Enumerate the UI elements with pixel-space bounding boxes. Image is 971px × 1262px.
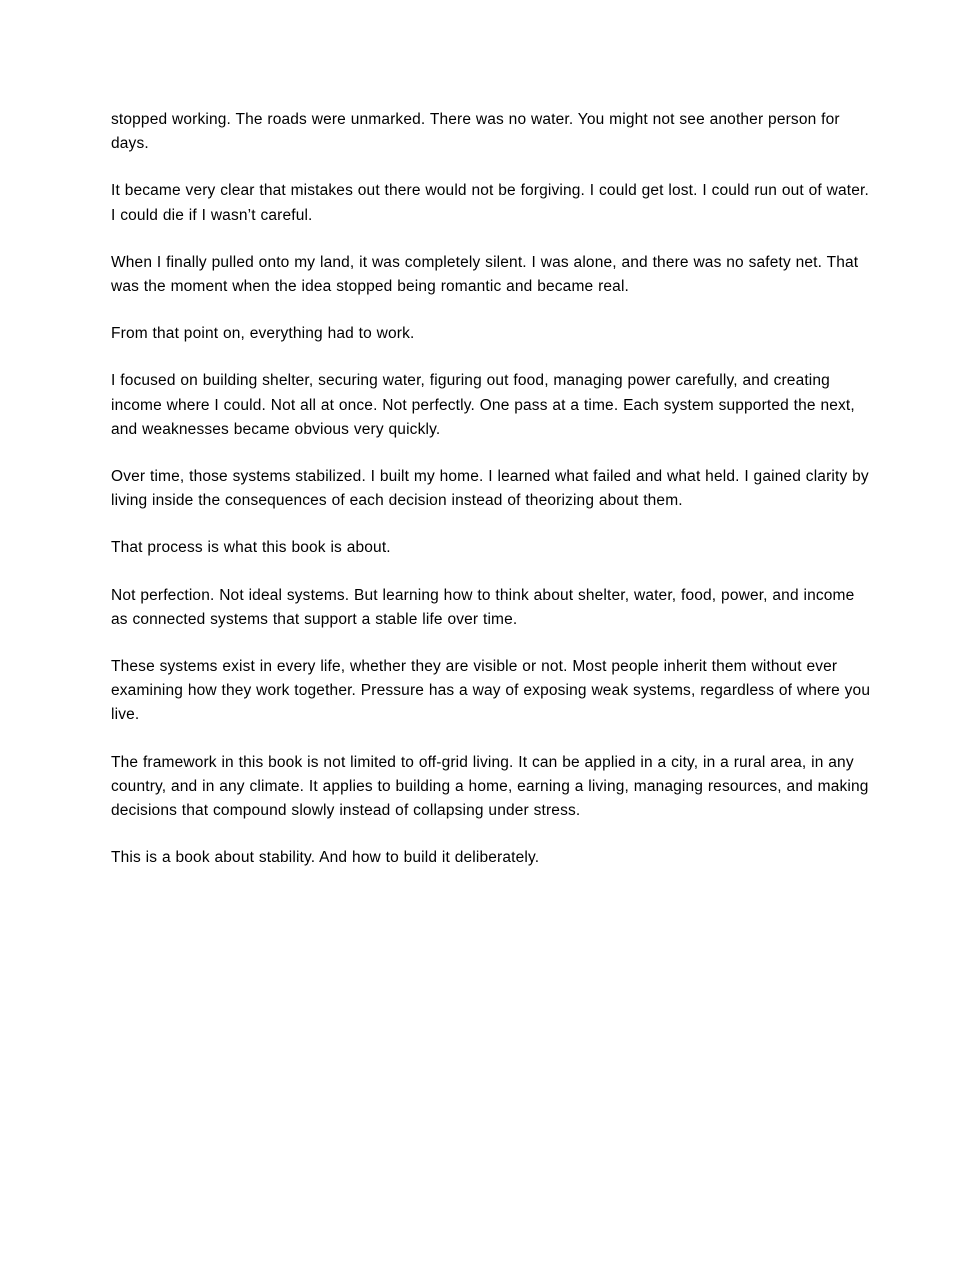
paragraph: These systems exist in every life, whether they are visible or not. Most people inherit them without ever examining how they work together. Pressure has a way of exposing weak systems, regardless of where you live. xyxy=(111,658,871,724)
paragraph: I focused on building shelter, securing water, figuring out food, managing power carefully, and creating income where I could. Not all at once. Not perfectly. One pass at a time. Each system supported the next, and weaknesses became obvious very quickly. xyxy=(111,372,855,438)
paragraph: When I finally pulled onto my land, it was completely silent. I was alone, and there was no safety net. That was the moment when the idea stopped being romantic and became real. xyxy=(111,253,859,296)
paragraph: That process is what this book is about. xyxy=(111,539,391,557)
paragraph: stopped working. The roads were unmarked. There was no water. You might not see another person for days. xyxy=(111,111,840,153)
paragraph: From that point on, everything had to work. xyxy=(111,325,415,343)
paragraph: Over time, those systems stabilized. I built my home. I learned what failed and what held. I gained clarity by living inside the consequences of each decision instead of theorizing about them. xyxy=(111,468,869,510)
paragraph: It became very clear that mistakes out there would not be forgiving. I could get lost. I could run out of water. I could die if I wasn’t careful. xyxy=(111,182,869,224)
paragraph: This is a book about stability. And how to build it deliberately. xyxy=(111,849,540,867)
paragraph: The framework in this book is not limited to off-grid living. It can be applied in a city, in a rural area, in any country, and in any climate. It applies to building a home, earning a living, managing resources, and making decisions that compound slowly instead of collapsing under stress. xyxy=(111,753,869,820)
body-text-column xyxy=(111,108,871,870)
paragraph: Not perfection. Not ideal systems. But learning how to think about shelter, water, food, power, and income as connected systems that support a stable life over time. xyxy=(111,586,855,628)
